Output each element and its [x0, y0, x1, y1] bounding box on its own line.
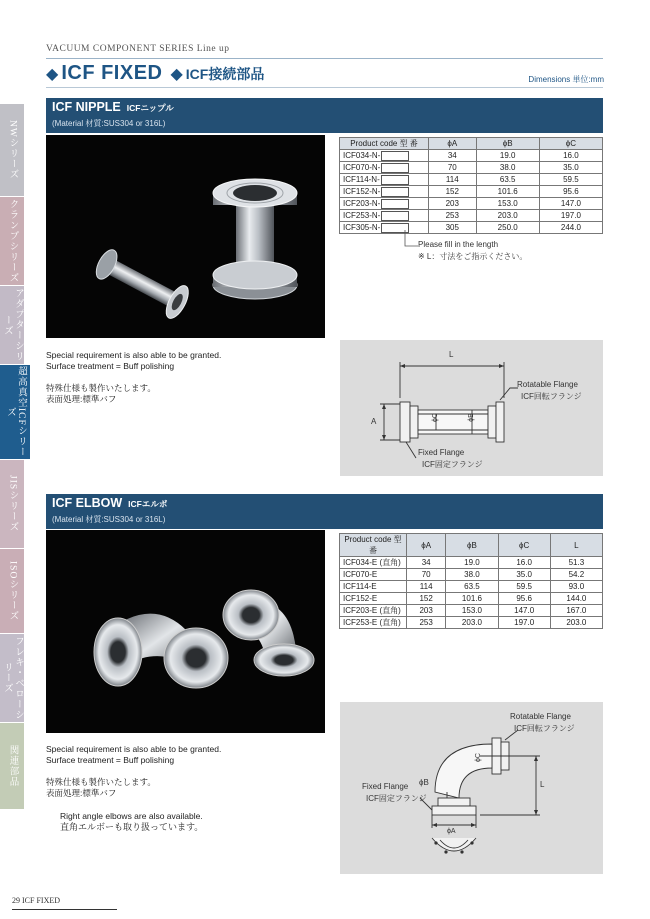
- diamond-icon: ◆: [170, 66, 183, 83]
- elbow-rotatable-label: Rotatable Flange: [510, 712, 571, 721]
- elbow-material: (Material 材質:SUS304 or 316L): [52, 515, 166, 524]
- dimensions-unit: Dimensions 単位:mm: [528, 75, 604, 84]
- elbow-photo: [46, 530, 325, 733]
- table-row: ICF114-E 114 63.5 59.5 93.0: [340, 581, 603, 593]
- table-row: ICF253-N- 253 203.0 197.0: [340, 210, 603, 222]
- side-tab-nw[interactable]: NWシリーズ: [0, 104, 24, 196]
- side-tab-related[interactable]: 関連部品: [0, 723, 24, 809]
- side-tab-flexible[interactable]: フレキ・ベローシリーズ: [2, 636, 23, 720]
- dim-a: A: [371, 417, 377, 426]
- table-row: ICF152-N- 152 101.6 95.6: [340, 186, 603, 198]
- table-row: ICF070-E 70 38.0 35.0 54.2: [340, 569, 603, 581]
- fixed-flange-label-jp: ICF固定フランジ: [422, 460, 483, 469]
- elbow-spec-table: [339, 533, 603, 629]
- fill-note-jp: ※ L：寸法をご指示ください。: [418, 252, 528, 261]
- side-tab-adapter[interactable]: アダプターシリーズ: [0, 286, 24, 364]
- dim-l: L: [449, 350, 454, 359]
- nipple-surface-en: Surface treatment = Buff polishing: [46, 361, 175, 371]
- title-divider: [46, 87, 603, 88]
- table-header-row: Product code 型番 ϕA ϕB ϕC L: [340, 534, 603, 557]
- elbow-drawing: [340, 702, 603, 874]
- table-header-row: Product code 型 番 ϕA ϕB ϕC: [340, 138, 603, 150]
- side-tab-clamp[interactable]: クランプシリーズ: [0, 197, 24, 285]
- series-label: VACUUM COMPONENT SERIES Line up: [46, 44, 230, 54]
- length-fill-box[interactable]: [381, 175, 409, 185]
- nipple-title-jp: ICFニップル: [126, 103, 174, 113]
- length-fill-box[interactable]: [381, 211, 409, 221]
- nipple-section-header: [46, 98, 603, 133]
- diamond-icon: ◆: [46, 66, 59, 83]
- elbow-title-jp: ICFエルボ: [128, 499, 168, 509]
- elbow-dim-b: ϕB: [419, 778, 429, 787]
- elbow-fixed-label-jp: ICF固定フランジ: [366, 794, 427, 803]
- nipple-surface-jp: 表面処理:標準バフ: [46, 394, 117, 404]
- nipple-special-jp: 特殊仕様も製作いたします。: [46, 383, 156, 393]
- length-fill-box[interactable]: [381, 151, 409, 161]
- title-sub: ICF接続部品: [185, 66, 265, 82]
- table-row: ICF152-E 152 101.6 95.6 144.0: [340, 593, 603, 605]
- table-row: ICF034-E (直角) 34 19.0 16.0 51.3: [340, 557, 603, 569]
- fill-note-leader: [400, 228, 420, 252]
- elbow-rotatable-label-jp: ICF回転フランジ: [514, 724, 575, 733]
- elbow-special-jp: 特殊仕様も製作いたします。: [46, 777, 156, 787]
- elbow-special-en: Special requirement is also able to be granted.: [46, 744, 222, 754]
- table-row: ICF203-E (直角) 203 153.0 147.0 167.0: [340, 605, 603, 617]
- elbow-dim-c: ϕC: [474, 753, 482, 762]
- table-row: ICF253-E (直角) 253 203.0 197.0 203.0: [340, 617, 603, 629]
- right-angle-note-en: Right angle elbows are also available.: [60, 811, 203, 821]
- footer-rule: [12, 909, 117, 910]
- side-tab-iso[interactable]: ISOシリーズ: [0, 549, 24, 633]
- length-fill-box[interactable]: [381, 199, 409, 209]
- table-row: ICF070-N- 70 38.0 35.0: [340, 162, 603, 174]
- nipple-drawing: [340, 340, 603, 476]
- elbow-dim-a: ϕA: [447, 828, 456, 835]
- elbow-title: ICF ELBOW: [52, 496, 123, 510]
- rotatable-flange-label: Rotatable Flange: [517, 380, 578, 389]
- elbow-surface-jp: 表面処理:標準バフ: [46, 788, 117, 798]
- table-row: ICF034-N- 34 19.0 16.0: [340, 150, 603, 162]
- table-row: ICF203-N- 203 153.0 147.0: [340, 198, 603, 210]
- page-footer: 29 ICF FIXED: [12, 896, 61, 905]
- length-fill-box[interactable]: [381, 163, 409, 173]
- dim-b: ϕB: [467, 413, 475, 422]
- elbow-fixed-label: Fixed Flange: [362, 782, 409, 791]
- elbow-section-header: [46, 494, 603, 529]
- nipple-spec-table: [339, 137, 603, 234]
- elbow-surface-en: Surface treatment = Buff polishing: [46, 755, 175, 765]
- nipple-special-en: Special requirement is also able to be granted.: [46, 350, 222, 360]
- right-angle-note-jp: 直角エルボーも取り扱っています。: [60, 822, 204, 832]
- side-tab-icf[interactable]: 超高真空ICFシリーズ: [0, 365, 30, 459]
- rotatable-flange-label-jp: ICF回転フランジ: [521, 392, 582, 401]
- fill-note-en: Please fill in the length: [418, 240, 499, 249]
- elbow-dim-l: L: [540, 780, 545, 789]
- length-fill-box[interactable]: [381, 187, 409, 197]
- table-row: ICF305-N- 305 250.0 244.0: [340, 222, 603, 234]
- dim-c: ϕC: [431, 413, 439, 422]
- nipple-photo: [46, 135, 325, 338]
- nipple-material: (Material 材質:SUS304 or 316L): [52, 119, 166, 128]
- nipple-title: ICF NIPPLE: [52, 100, 121, 114]
- header-divider: [46, 58, 603, 59]
- table-row: ICF114-N- 114 63.5 59.5: [340, 174, 603, 186]
- page-title: [46, 62, 264, 86]
- title-main: ICF FIXED: [61, 62, 163, 84]
- fixed-flange-label: Fixed Flange: [418, 448, 465, 457]
- side-tab-jis[interactable]: JISシリーズ: [0, 460, 24, 548]
